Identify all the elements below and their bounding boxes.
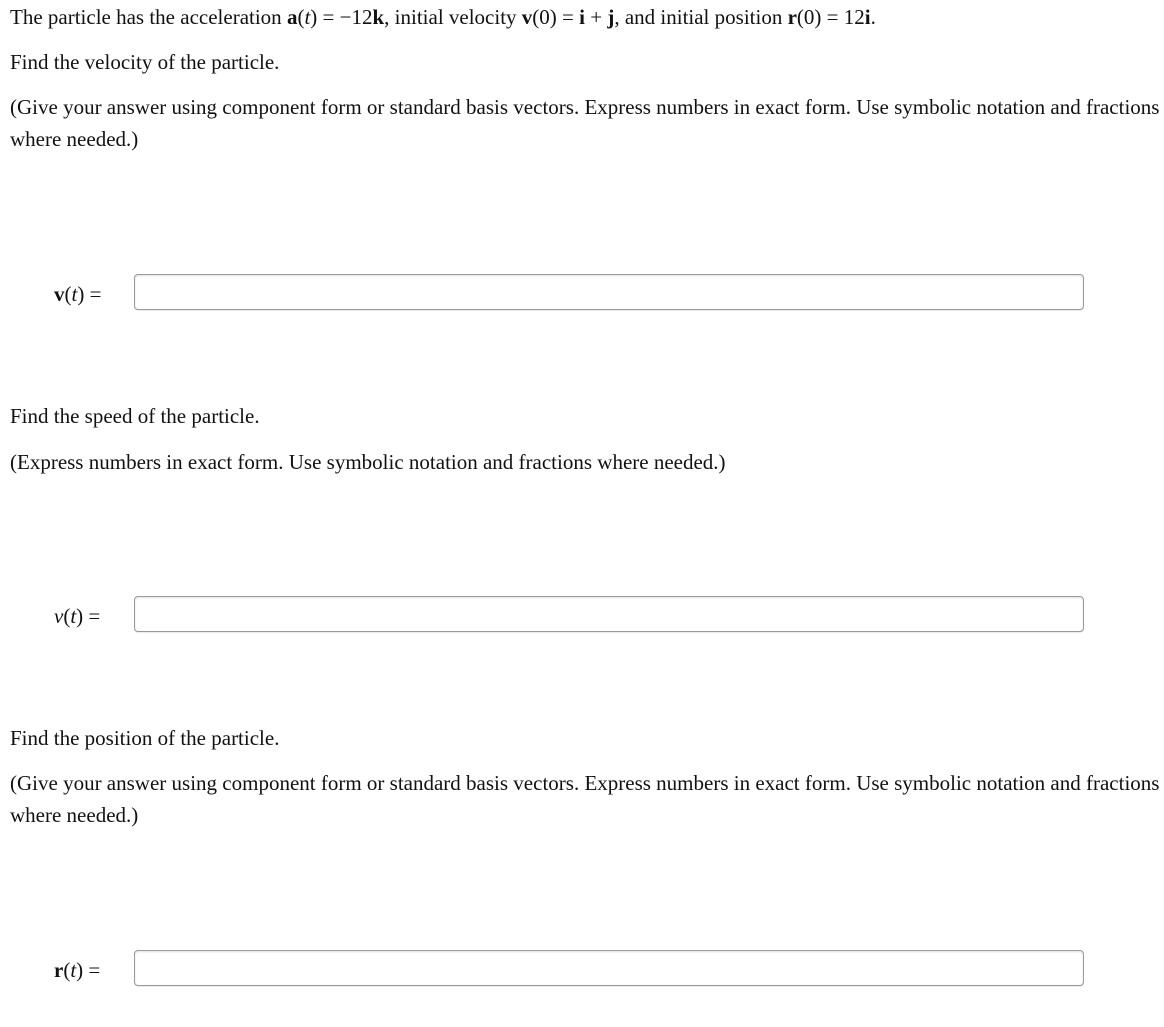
position-symbol: r: [787, 5, 797, 29]
speed-answer-row: [0, 596, 1100, 636]
position-arg: (0) = 12: [796, 5, 865, 29]
velocity-answer-row: [0, 274, 1100, 314]
problem-intro-text: The particle has the acceleration: [10, 5, 282, 29]
velocity-input[interactable]: [134, 274, 1084, 310]
speed-label: v(t) =: [54, 604, 101, 628]
velocity-instructions: (Give your answer using component form or standard basis vectors. Express numbers in exact form. Use symbolic notation and fractions where needed.): [10, 95, 1160, 151]
position-answer-row: [0, 950, 1100, 990]
initial-velocity-text: , initial velocity: [384, 5, 517, 29]
velocity-i-vector: i: [579, 5, 585, 29]
problem-statement: [10, 5, 876, 30]
velocity-j-vector: j: [607, 5, 615, 29]
acceleration-arg: (t): [297, 5, 318, 29]
acceleration-value: = −12: [322, 5, 373, 29]
acceleration-symbol: a: [286, 5, 298, 29]
problem-end-period: .: [870, 5, 876, 29]
velocity-arg: (0) =: [532, 5, 580, 29]
speed-prompt: Find the speed of the particle.: [10, 404, 260, 428]
position-i-vector: i: [864, 5, 871, 29]
position-input[interactable]: [134, 950, 1084, 986]
position-instructions: (Give your answer using component form or standard basis vectors. Express numbers in exact form. Use symbolic notation and fractions where needed.): [10, 771, 1160, 827]
initial-position-text: , and initial position: [614, 5, 783, 29]
velocity-label: v(t) =: [54, 282, 102, 306]
speed-input[interactable]: [134, 596, 1084, 632]
speed-instructions: (Express numbers in exact form. Use symbolic notation and fractions where needed.): [10, 450, 726, 474]
velocity-prompt: Find the velocity of the particle.: [10, 50, 280, 74]
acceleration-unit-vector: k: [372, 5, 385, 29]
position-label: r(t) =: [54, 958, 101, 982]
velocity-symbol: v: [521, 5, 533, 29]
position-prompt: Find the position of the particle.: [10, 726, 280, 750]
velocity-plus: +: [584, 5, 608, 29]
